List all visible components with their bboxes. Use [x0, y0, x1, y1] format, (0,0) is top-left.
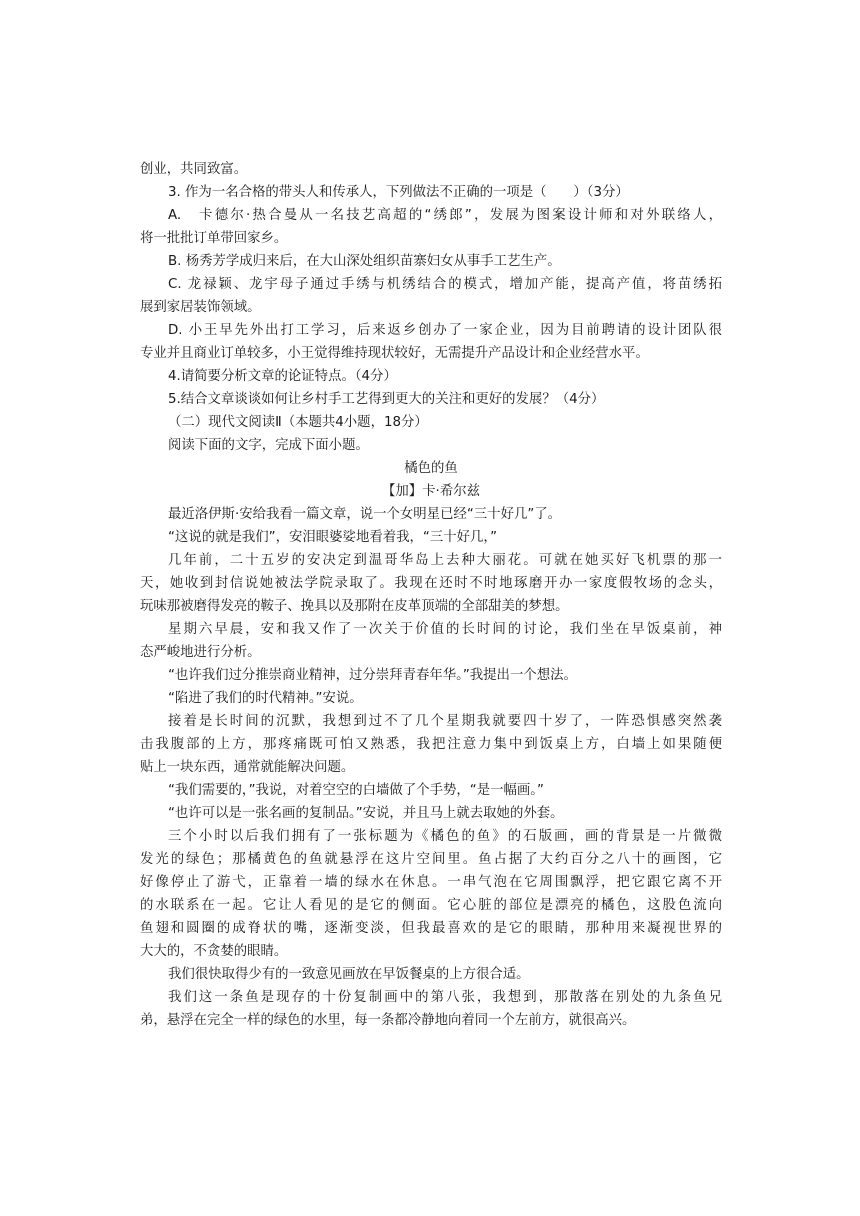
text-line: 几年前，二十五岁的安决定到温哥华岛上去种大丽花。可就在她买好飞机票的那一	[168, 553, 722, 568]
text-line: “我们需要的，”我说，对着空空的白墙做了个手势，“是一幅画。”	[168, 783, 544, 798]
text-line: 我们很快取得少有的一致意见画放在早饭餐桌的上方很合适。	[168, 967, 530, 982]
document-page	[140, 158, 722, 1032]
text-line: 我们这一条鱼是现存的十份复制画中的第八张，我想到，那散落在别处的九条鱼兄	[168, 990, 722, 1005]
text-line: “陷进了我们的时代精神。”安说。	[168, 691, 363, 706]
text-line: 击我腹部的上方，那疼痛既可怕又熟悉，我把注意力集中到饭桌上方，白墙上如果随便	[140, 737, 722, 752]
text-line: 弟，悬浮在完全一样的绿色的水里，每一条都冷静地向着同一个左前方，就很高兴。	[140, 1013, 636, 1028]
text-line: 贴上一块东西，通常就能解决问题。	[140, 760, 355, 775]
text-line: 态严峻地进行分析。	[140, 645, 261, 660]
text-line: 星期六早晨，安和我又作了一次关于价值的长时间的讨论，我们坐在早饭桌前，神	[168, 622, 722, 637]
text-line: （二）现代文阅读Ⅱ（本题共4小题，18分）	[168, 415, 428, 430]
text-line: 好像停止了游弋，正靠着一墙的绿水在休息。一串气泡在它周围飘浮，把它跟它离不开	[140, 875, 722, 890]
text-line: 3. 作为一名合格的带头人和传承人，下列做法不正确的一项是（ ）（3分）	[168, 185, 629, 200]
text-line: 专业并且商业订单较多，小王觉得维持现状较好，无需提升产品设计和企业经营水平。	[140, 346, 649, 361]
text-line: 玩味那被磨得发亮的鞍子、挽具以及那附在皮革顶端的全部甜美的梦想。	[140, 599, 569, 614]
text-line: 将一批批订单带回家乡。	[140, 231, 288, 246]
text-line: 4.请简要分析文章的论证特点。（4分）	[168, 369, 397, 384]
text-line: “这说的就是我们”，安泪眼婆娑地看着我，“三十好几，”	[168, 530, 498, 545]
text-line: “也许可以是一张名画的复制品。”安说，并且马上就去取她的外套。	[168, 806, 564, 821]
text-line: “也许我们过分推崇商业精神，过分崇拜青春年华。”我提出一个想法。	[168, 668, 577, 683]
text-line: 三个小时以后我们拥有了一张标题为《橘色的鱼》的石版画，画的背景是一片微微	[168, 829, 722, 844]
text-line: 接着是长时间的沉默，我想到过不了几个星期我就要四十岁了，一阵恐惧感突然袭	[168, 714, 722, 729]
text-line: C. 龙禄颖、龙宇母子通过手绣与机绣结合的模式，增加产能，提高产值，将苗绣拓	[168, 277, 722, 292]
text-line: 5.结合文章谈谈如何让乡村手工艺得到更大的关注和更好的发展？（4分）	[168, 392, 605, 407]
text-line: A. 卡德尔·热合曼从一名技艺高超的“绣郎”，发展为图案设计师和对外联络人，	[168, 208, 722, 223]
text-line: 大大的，不贪婪的眼睛。	[140, 944, 288, 959]
article-author: 【加】卡·希尔兹	[382, 484, 480, 499]
text-line: 阅读下面的文字，完成下面小题。	[168, 438, 369, 453]
text-line: 天，她收到封信说她被法学院录取了。我现在还时不时地琢磨开办一家度假牧场的念头，	[140, 576, 722, 591]
text-line: B. 杨秀芳学成归来后，在大山深处组织苗寨妇女从事手工艺生产。	[168, 254, 561, 269]
article-title: 橘色的鱼	[404, 461, 458, 476]
text-line: 的水联系在一起。它让人看见的是它的侧面。它心脏的部位是漂亮的橘色，这股色流向	[140, 898, 722, 913]
text-line: 发光的绿色；那橘黄色的鱼就悬浮在这片空间里。鱼占据了大约百分之八十的画图，它	[140, 852, 722, 867]
text-line: 鱼翅和圆圈的成脊状的嘴，逐渐变淡，但我最喜欢的是它的眼睛，那种用来凝视世界的	[140, 921, 722, 936]
text-line: D. 小王早先外出打工学习，后来返乡创办了一家企业，因为目前聘请的设计团队很	[168, 323, 722, 338]
text-line: 创业，共同致富。	[140, 162, 248, 177]
text-line: 展到家居装饰领域。	[140, 300, 261, 315]
text-line: 最近洛伊斯·安给我看一篇文章，说一个女明星已经“三十好几”了。	[168, 507, 562, 522]
